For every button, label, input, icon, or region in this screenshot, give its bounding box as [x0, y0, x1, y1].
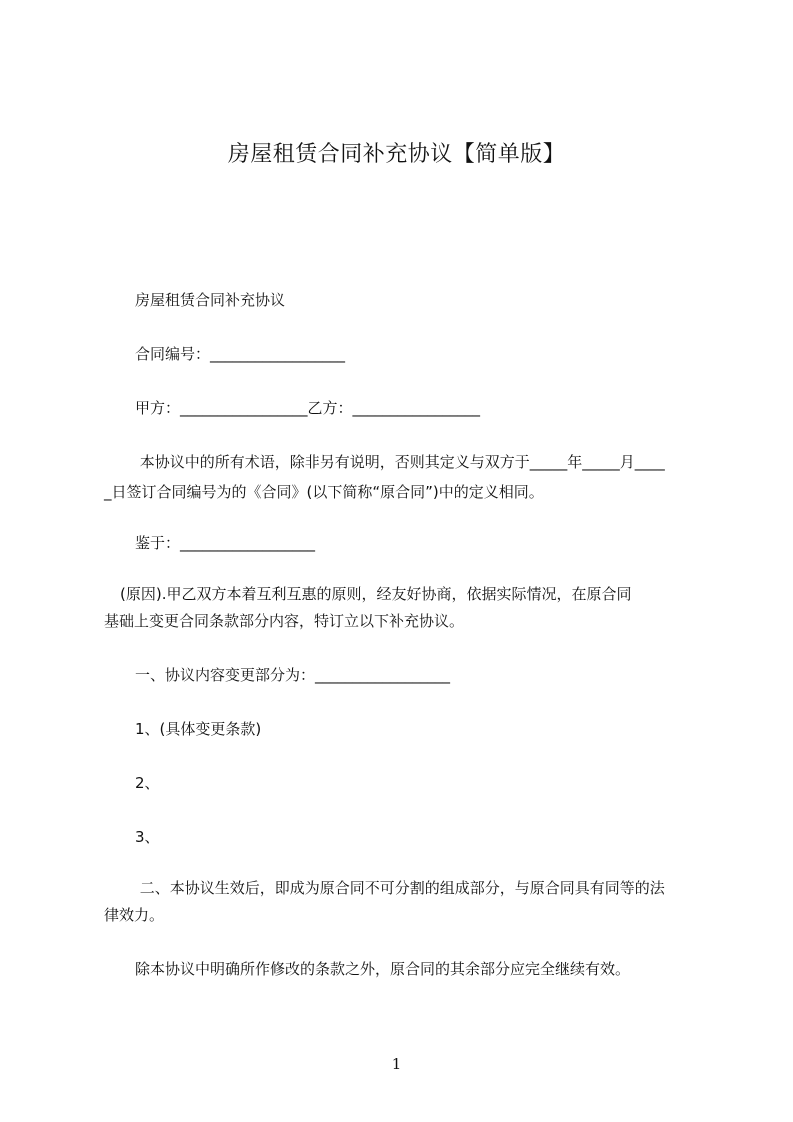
paragraph-item-1: 1、(具体变更条款) — [135, 720, 262, 738]
paragraph-parties: 甲方：_________________乙方：_________________ — [135, 399, 481, 417]
paragraph-section-two-line1: 二、本协议生效后，即成为原合同不可分割的组成部分，与原合同具有同等的法 — [135, 879, 665, 897]
paragraph-section-two-line2: 律效力。 — [104, 906, 165, 924]
paragraph-section-one: 一、协议内容变更部分为：__________________ — [135, 666, 451, 684]
paragraph-whereas: 鉴于：__________________ — [135, 534, 316, 552]
paragraph-contract-number: 合同编号：__________________ — [135, 345, 346, 363]
paragraph-subtitle: 房屋租赁合同补充协议 — [135, 291, 286, 309]
document-title: 房屋租赁合同补充协议【简单版】 — [227, 142, 566, 167]
paragraph-reason-line1: (原因).甲乙双方本着互利互惠的原则，经友好协商，依据实际情况，在原合同 — [120, 585, 632, 603]
paragraph-remaining-effect: 除本协议中明确所作修改的条款之外，原合同的其余部分应完全继续有效。 — [135, 960, 631, 978]
paragraph-item-2: 2、 — [135, 774, 160, 792]
page-number: 1 — [391, 1055, 402, 1073]
paragraph-item-3: 3、 — [135, 828, 160, 846]
paragraph-definitions-line2: _日签订合同编号为的《合同》(以下简称“原合同”)中的定义相同。 — [104, 483, 544, 501]
paragraph-definitions-line1: 本协议中的所有术语，除非另有说明，否则其定义与双方于_____年_____月____ — [135, 453, 665, 471]
paragraph-reason-line2: 基础上变更合同条款部分内容，特订立以下补充协议。 — [104, 612, 465, 630]
